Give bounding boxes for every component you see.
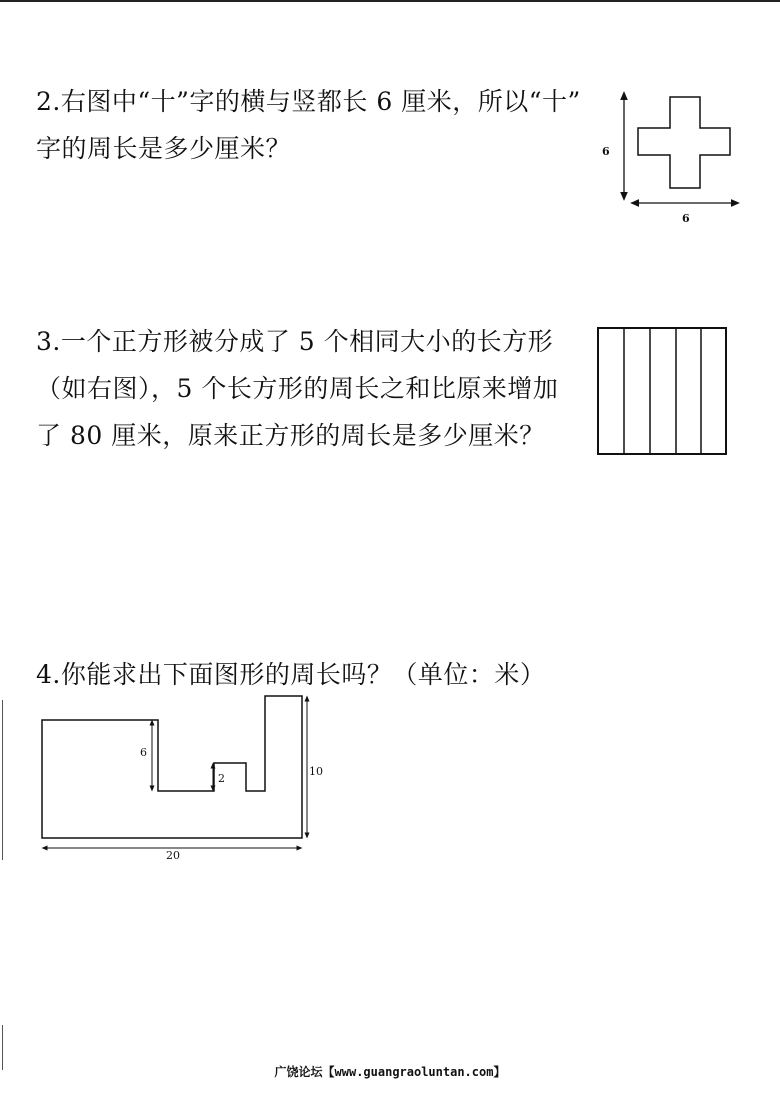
question-3: [36, 318, 558, 459]
question-3-line-2: （如右图），5 个长方形的周长之和比原来增加: [36, 374, 559, 403]
cross-shape: [638, 97, 730, 188]
cross-figure: [590, 85, 750, 235]
stepped-figure: [36, 688, 336, 868]
height-label: 10: [309, 765, 323, 778]
cross-width-label: 6: [682, 212, 690, 225]
cross-height-label: 6: [602, 145, 610, 158]
question-3-line-3: 了 80 厘米，原来正方形的周长是多少厘米？: [36, 421, 545, 450]
question-4-line-1: 4.你能求出下面图形的周长吗？（单位：米）: [36, 660, 546, 689]
question-2-line-1: 2.右图中“十”字的横与竖都长 6 厘米，所以“十”: [36, 87, 581, 116]
question-3-line-1: 3.一个正方形被分成了 5 个相同大小的长方形: [36, 327, 554, 356]
width-label: 20: [166, 849, 180, 862]
square-figure: [596, 326, 732, 458]
left-margin-line: [2, 700, 3, 860]
question-2-line-2: 字的周长是多少厘米？: [36, 134, 292, 163]
stepped-shape: [42, 696, 302, 838]
top-border: [0, 0, 780, 2]
square-outline: [598, 328, 726, 454]
question-2: [36, 78, 581, 172]
depth-label: 6: [140, 746, 147, 759]
step-label: 2: [218, 772, 225, 785]
footer-credit: 广饶论坛【www.guangraoluntan.com】: [274, 1065, 506, 1079]
